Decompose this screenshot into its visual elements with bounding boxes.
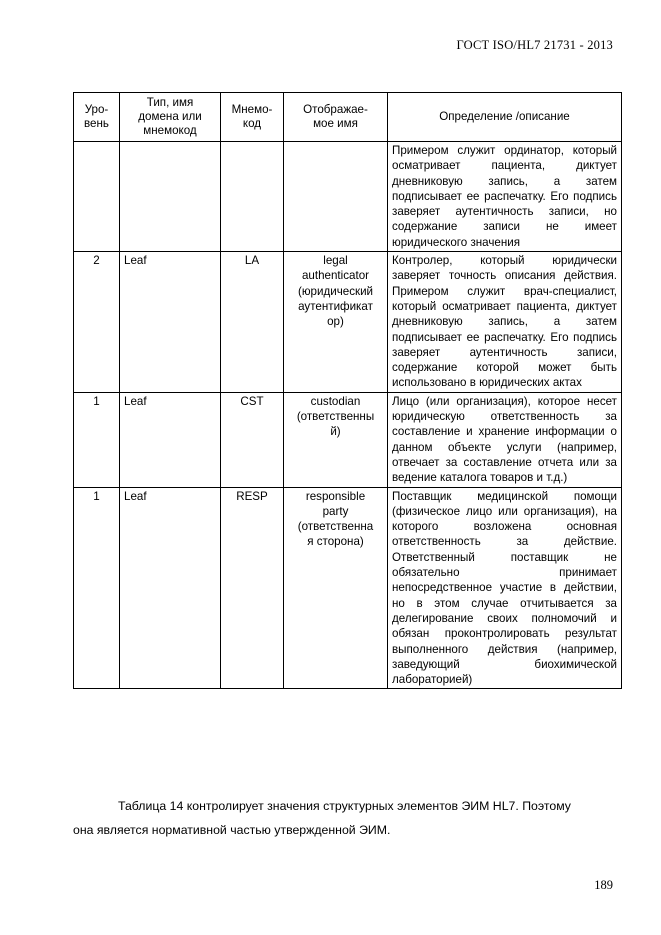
cell-type <box>120 142 221 252</box>
table-row <box>74 487 622 689</box>
cell-type: Leaf <box>120 392 221 487</box>
col-header-mnemonic: Мнемо- код <box>221 93 284 142</box>
cell-level <box>74 142 120 252</box>
table-row <box>74 252 622 393</box>
body-paragraph <box>73 794 621 842</box>
cell-type: Leaf <box>120 252 221 393</box>
cell-mnemonic: CST <box>221 392 284 487</box>
page-number: 189 <box>594 878 613 892</box>
col-header-display: Отображае- мое имя <box>284 93 388 142</box>
paragraph-line-1: Таблица 14 контролирует значения структурных элементов ЭИМ HL7. Поэтому <box>118 799 571 813</box>
cell-definition: Лицо (или организация), которое несет юридическую ответственность за составление и хранение информации о данном объекте услуги (например, отвечает за составление отчета или за ведение каталога товаров и т.д.) <box>388 392 622 487</box>
cell-level: 1 <box>74 392 120 487</box>
paragraph-line-2: она является нормативной частью утвержденной ЭИМ. <box>73 823 391 837</box>
table-header-row <box>74 93 622 142</box>
col-header-type: Тип, имя домена или мнемокод <box>120 93 221 142</box>
cell-level: 2 <box>74 252 120 393</box>
cell-display <box>284 142 388 252</box>
cell-mnemonic <box>221 142 284 252</box>
cell-level: 1 <box>74 487 120 689</box>
cell-type: Leaf <box>120 487 221 689</box>
table-row <box>74 392 622 487</box>
cell-mnemonic: RESP <box>221 487 284 689</box>
col-header-level: Уро- вень <box>74 93 120 142</box>
cell-display: legal authenticator (юридический аутентификат ор) <box>284 252 388 393</box>
cell-mnemonic: LA <box>221 252 284 393</box>
col-header-definition: Определение /описание <box>388 93 622 142</box>
table-row <box>74 142 622 252</box>
cell-definition: Поставщик медицинской помощи (физическое лицо или организация), на которого возложена основная ответственность за действие. Ответственный поставщик не обязательно принимает непосредственное участие в действии, но в этом случае отчитывается за делегирование своих полномочий и обязан проконтролировать результат выполненного действия (например, заведующий биохимической лабораторией) <box>388 487 622 689</box>
cell-definition: Контролер, который юридически заверяет точность описания действия. Примером служит врач-специалист, который осматривает пациента, диктует дневниковую запись, а затем подписывает ее распечатку. Его подпись заверяет аутентичность записи, содержание которой может быть использовано в юридических актах <box>388 252 622 393</box>
terms-table <box>73 92 622 689</box>
cell-display: responsible party (ответственна я сторона) <box>284 487 388 689</box>
cell-definition: Примером служит ординатор, который осматривает пациента, диктует дневниковую запись, а затем подписывает ее распечатку. Его подпись заверяет аутентичность записи, но содержание записи не имеет юридического значения <box>388 142 622 252</box>
standard-header: ГОСТ ISO/HL7 21731 - 2013 <box>456 38 613 52</box>
cell-display: custodian (ответственны й) <box>284 392 388 487</box>
